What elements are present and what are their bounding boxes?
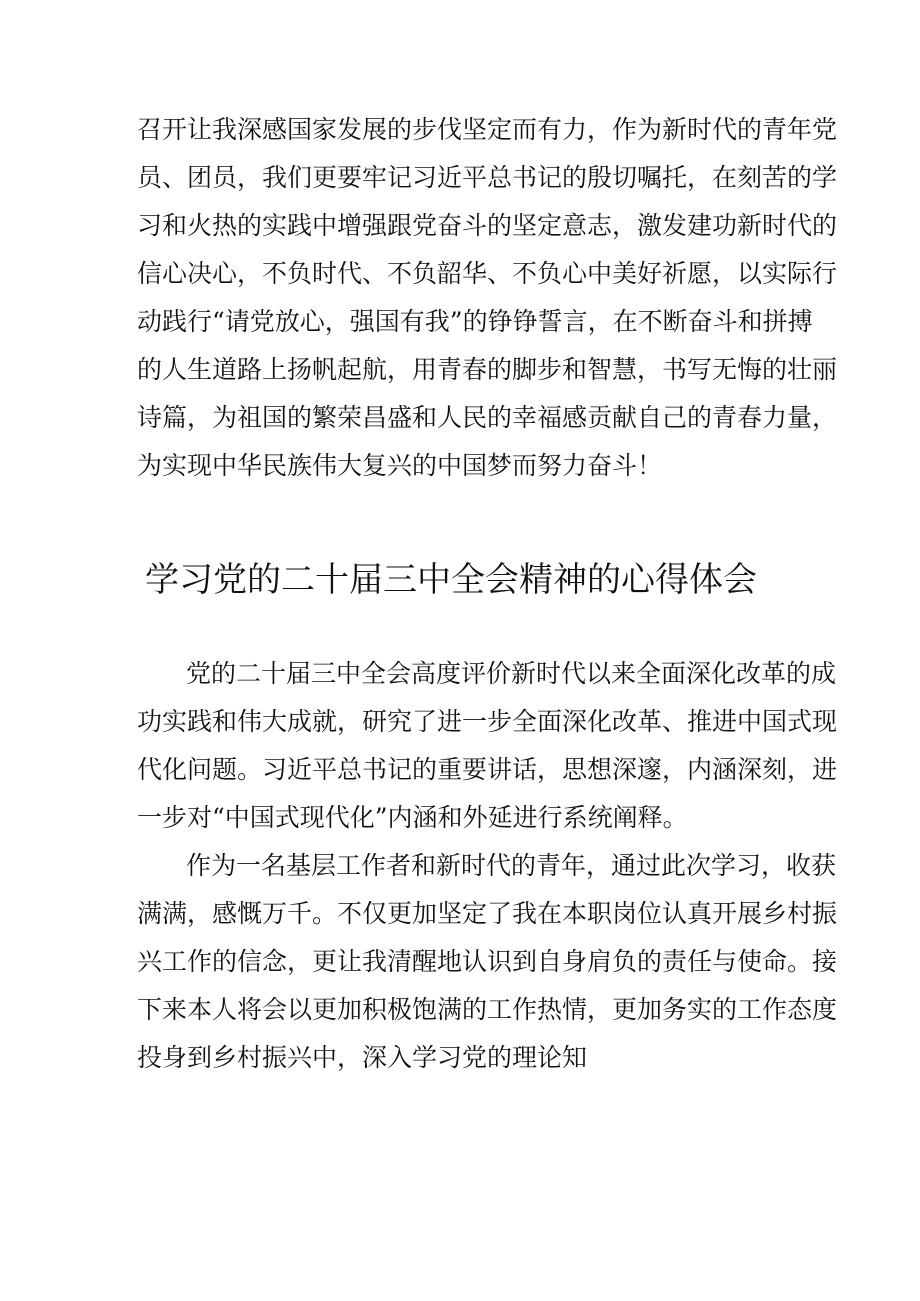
paragraph-line: 下来本人将会以更加积极饱满的工作热情，更加务实的工作态度 <box>137 995 838 1024</box>
paragraph-line: 员、团员，我们更要牢记习近平总书记的殷切嘱托，在刻苦的学 <box>137 163 838 192</box>
paragraph-line: 满满，感慨万千。不仅更加坚定了我在本职岗位认真开展乡村振 <box>137 899 838 928</box>
paragraph-line: 党的二十届三中全会高度评价新时代以来全面深化改革的成 <box>186 659 837 688</box>
paragraph-line: 兴工作的信念，更让我清醒地认识到自身肩负的责任与使命。接 <box>137 947 838 976</box>
paragraph-line: 习和火热的实践中增强跟党奋斗的坚定意志，激发建功新时代的 <box>137 211 838 240</box>
paragraph-line: 诗篇，为祖国的繁荣昌盛和人民的幸福感贡献自己的青春力量， <box>137 403 838 432</box>
article-title: 学习党的二十届三中全会精神的心得体会 <box>145 560 757 600</box>
paragraph-line: 动践行“请党放心，强国有我”的铮铮誓言，在不断奋斗和拼搏 <box>137 307 813 336</box>
paragraph-line: 一步对“中国式现代化”内涵和外延进行系统阐释。 <box>137 803 688 832</box>
paragraph-line: 投身到乡村振兴中，深入学习党的理论知 <box>137 1043 588 1072</box>
paragraph-line: 作为一名基层工作者和新时代的青年，通过此次学习，收获 <box>186 851 837 880</box>
paragraph-line: 为实现中华民族伟大复兴的中国梦而努力奋斗！ <box>137 451 663 480</box>
paragraph-line: 召开让我深感国家发展的步伐坚定而有力，作为新时代的青年党 <box>137 115 838 144</box>
paragraph-line: 的人生道路上扬帆起航，用青春的脚步和智慧，书写无悔的壮丽 <box>137 355 838 384</box>
paragraph-line: 功实践和伟大成就，研究了进一步全面深化改革、推进中国式现 <box>137 707 838 736</box>
paragraph-line: 信心决心，不负时代、不负韶华、不负心中美好祈愿，以实际行 <box>137 259 838 288</box>
paragraph-line: 代化问题。习近平总书记的重要讲话，思想深邃，内涵深刻，进 <box>137 755 838 784</box>
